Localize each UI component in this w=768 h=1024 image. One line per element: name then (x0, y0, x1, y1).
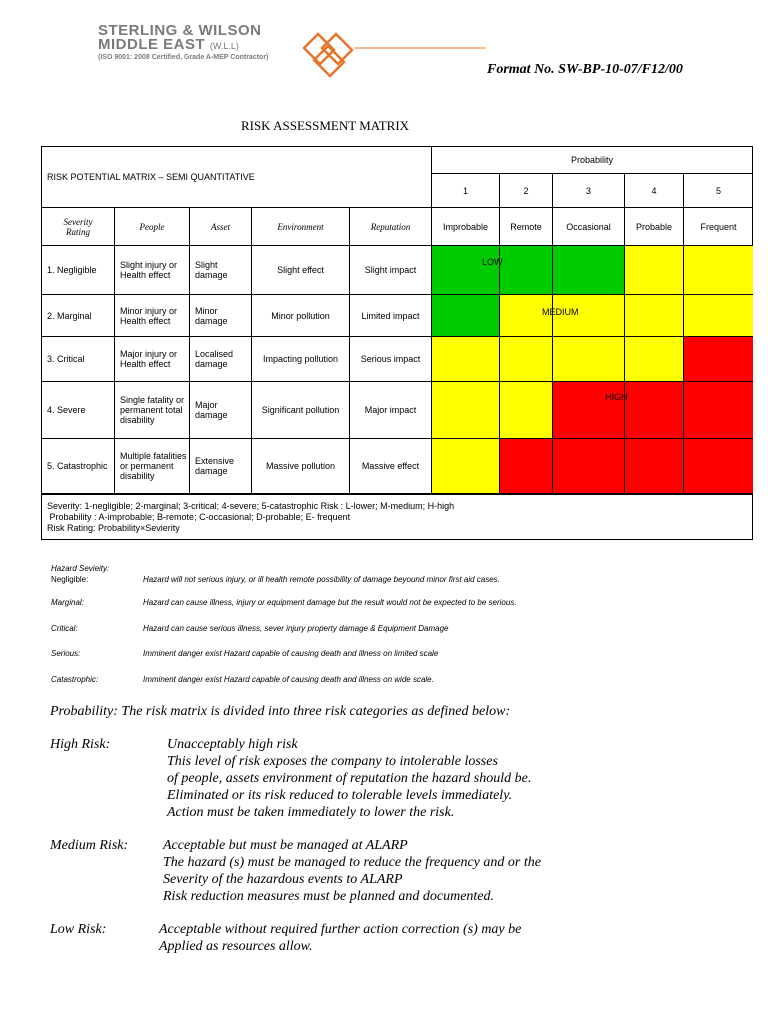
risk-cell-red (625, 382, 684, 439)
people-impact-text: Major injury or Health effect (120, 349, 178, 369)
logo-mark-icon (298, 22, 488, 78)
severity-rating-text: 2. Marginal (47, 310, 92, 321)
probability-name (684, 208, 753, 246)
risk-cell-yellow (684, 295, 753, 337)
legend-line: Severity: 1-negligible; 2-marginal; 3-critical; 4-severe; 5-catastrophic Risk : L-lower; M-medium; H-high (47, 501, 455, 511)
severity-rating-text: 5. Catastrophic (47, 461, 108, 471)
environment-impact-text: Significant pollution (261, 405, 340, 415)
asset-impact (190, 337, 252, 382)
probability-number-text: 4 (651, 185, 657, 196)
column-header-asset (190, 208, 252, 246)
probability-number (625, 174, 684, 208)
low-risk-description (159, 921, 521, 955)
column-header-reputation (350, 208, 432, 246)
risk-cell-yellow (625, 295, 684, 337)
high-risk-description (167, 736, 531, 821)
risk-cell-green (500, 246, 553, 295)
risk-cell-yellow (553, 337, 625, 382)
people-impact-text: Slight injury or Health effect (120, 260, 178, 280)
format-number: Format No. SW-BP-10-07/F12/00 (487, 62, 683, 77)
probability-name (553, 208, 625, 246)
people-impact (115, 246, 190, 295)
probability-number (553, 174, 625, 208)
risk-line: Applied as resources allow. (159, 939, 313, 954)
severity-rating-text: 4. Severe (47, 405, 86, 415)
severity-rating (42, 382, 115, 439)
hazard-term: Critical: (51, 624, 78, 633)
risk-line: Unacceptably high risk (167, 737, 298, 752)
severity-rating-text: 3. Critical (47, 354, 85, 364)
risk-line: Risk reduction measures must be planned and documented. (163, 889, 495, 904)
zone-label-high: HIGH (605, 392, 628, 402)
column-header-text: Severity Rating (63, 216, 93, 237)
reputation-impact-text: Slight impact (364, 265, 417, 275)
asset-impact-text: Major damage (195, 400, 228, 420)
risk-cell-yellow (432, 382, 500, 439)
company-name-line1: STERLING & WILSON (98, 22, 262, 39)
company-name-line2 (98, 36, 239, 53)
risk-cell-yellow (432, 337, 500, 382)
risk-cell-yellow (625, 246, 684, 295)
people-impact-text: Multiple fatalities or permanent disability (120, 451, 187, 481)
reputation-impact (350, 337, 432, 382)
environment-impact (252, 439, 350, 494)
risk-line: Severity of the hazardous events to ALARP (163, 872, 403, 887)
risk-cell-red (684, 439, 753, 494)
environment-impact-text: Impacting pollution (262, 354, 339, 364)
probability-number-text: 5 (715, 185, 721, 196)
asset-impact (190, 439, 252, 494)
asset-impact-text: Slight damage (195, 260, 228, 280)
reputation-impact-text: Massive effect (361, 461, 420, 471)
risk-cell-red (625, 439, 684, 494)
hazard-definition: Hazard can cause illness, injury or equipment damage but the result would not be expected to be serious. (143, 598, 517, 607)
reputation-impact (350, 246, 432, 295)
probability-header (432, 147, 753, 174)
severity-rating (42, 295, 115, 337)
probability-name (625, 208, 684, 246)
people-impact-text: Single fatality or permanent total disability (120, 395, 185, 425)
environment-impact (252, 295, 350, 337)
probability-number (500, 174, 553, 208)
low-risk-label: Low Risk: (50, 922, 107, 937)
hazard-term: Marginal: (51, 598, 84, 607)
severity-rating (42, 337, 115, 382)
page-title: RISK ASSESSMENT MATRIX (240, 118, 410, 133)
risk-cell-green (432, 295, 500, 337)
reputation-impact-text: Major impact (364, 405, 417, 415)
environment-impact (252, 382, 350, 439)
column-header-text: Asset (211, 221, 230, 232)
risk-cell-yellow (500, 382, 553, 439)
hazard-heading: Hazard Sevieity: (51, 564, 110, 573)
risk-cell-red (684, 337, 753, 382)
hazard-term: Negligible: (51, 575, 89, 584)
probability-name-text: Occasional (566, 221, 611, 232)
asset-impact (190, 382, 252, 439)
legend-line: Risk Rating: Probability×Sevierity (47, 523, 180, 533)
probability-name-text: Improbable (442, 221, 489, 232)
company-certification: (ISO 9001: 2008 Certified, Grade A-MEP Contractor) (98, 54, 269, 61)
company-name-region: MIDDLE EAST (98, 36, 206, 53)
risk-cell-red (553, 382, 625, 439)
probability-number (432, 174, 500, 208)
risk-cell-green (553, 246, 625, 295)
legend-line: Probability : A-improbable; B-remote; C-occasional; D-probable; E- frequent (47, 512, 351, 522)
medium-risk-description (163, 837, 541, 905)
severity-rating-text: 1. Negligible (47, 265, 97, 275)
severity-rating (42, 439, 115, 494)
asset-impact-text: Extensive damage (195, 456, 235, 476)
environment-impact (252, 246, 350, 295)
risk-cell-red (500, 439, 553, 494)
matrix-caption (42, 147, 432, 208)
probability-name (432, 208, 500, 246)
column-header-environment (252, 208, 350, 246)
probability-number (684, 174, 753, 208)
reputation-impact (350, 295, 432, 337)
reputation-impact-text: Limited impact (361, 310, 420, 321)
people-impact (115, 337, 190, 382)
risk-line: Eliminated or its risk reduced to tolerable levels immediately. (167, 788, 513, 803)
hazard-term: Catastrophic: (51, 675, 99, 684)
reputation-impact-text: Serious impact (360, 354, 421, 364)
probability-name (500, 208, 553, 246)
environment-impact-text: Massive pollution (265, 461, 336, 471)
hazard-definition: Imminent danger exist Hazard capable of causing death and illness on limited scale (143, 649, 439, 658)
risk-line: The hazard (s) must be managed to reduce the frequency and or the (163, 855, 541, 870)
probability-intro: Probability: The risk matrix is divided into three risk categories as defined below: (50, 704, 511, 719)
risk-line: of people, assets environment of reputation the hazard should be. (167, 771, 532, 786)
company-logo (98, 22, 488, 78)
probability-number-text: 3 (585, 185, 591, 196)
people-impact (115, 382, 190, 439)
probability-name-text: Frequent (700, 221, 737, 232)
medium-risk-label: Medium Risk: (50, 838, 129, 853)
risk-line: This level of risk exposes the company to intolerable losses (167, 754, 498, 769)
asset-impact (190, 295, 252, 337)
people-impact (115, 439, 190, 494)
company-suffix: (W.L.L) (209, 41, 239, 51)
zone-label-low: LOW (482, 257, 503, 267)
asset-impact-text: Localised damage (195, 349, 234, 369)
probability-number-text: 2 (523, 185, 529, 196)
hazard-term: Serious: (51, 649, 81, 658)
risk-cell-red (684, 382, 753, 439)
zone-label-medium: MEDIUM (542, 307, 579, 317)
hazard-definition: Hazard will not serious injury, or ill health remote possibility of damage beyound minor first aid cases. (143, 575, 500, 584)
probability-name-text: Remote (510, 221, 542, 232)
people-impact-text: Minor injury or Health effect (120, 305, 178, 326)
probability-label: Probability (570, 155, 614, 165)
risk-cell-yellow (684, 246, 753, 295)
matrix-legend (47, 501, 454, 534)
risk-cell-green (432, 246, 500, 295)
environment-impact-text: Slight effect (277, 265, 324, 275)
risk-cell-yellow (625, 337, 684, 382)
risk-line: Acceptable but must be managed at ALARP (163, 838, 408, 853)
risk-cell-red (553, 439, 625, 494)
column-header-text: Reputation (370, 221, 411, 232)
asset-impact (190, 246, 252, 295)
probability-name-text: Probable (635, 221, 673, 232)
column-header-text: Environment (277, 221, 324, 232)
hazard-definition: Hazard can cause serious illness, sever injury property damage & Equipment Damage (143, 624, 449, 633)
reputation-impact (350, 439, 432, 494)
risk-cell-yellow (432, 439, 500, 494)
risk-line: Action must be taken immediately to lower the risk. (167, 805, 455, 820)
risk-cell-yellow (500, 337, 553, 382)
risk-line: Acceptable without required further action correction (s) may be (159, 922, 522, 937)
probability-number-text: 1 (462, 185, 468, 196)
severity-rating (42, 246, 115, 295)
environment-impact-text: Minor pollution (271, 310, 330, 321)
hazard-definition: Imminent danger exist Hazard capable of causing death and illness on wide scale. (143, 675, 434, 684)
reputation-impact (350, 382, 432, 439)
high-risk-label: High Risk: (50, 737, 111, 752)
column-header-severity (42, 208, 115, 246)
legend-divider (42, 494, 752, 495)
risk-matrix-table (41, 146, 753, 540)
column-header-text: People (139, 221, 165, 232)
matrix-caption-text: RISK POTENTIAL MATRIX – SEMI QUANTITATIVE (47, 172, 255, 182)
people-impact (115, 295, 190, 337)
asset-impact-text: Minor damage (195, 305, 228, 326)
column-header-people (115, 208, 190, 246)
environment-impact (252, 337, 350, 382)
